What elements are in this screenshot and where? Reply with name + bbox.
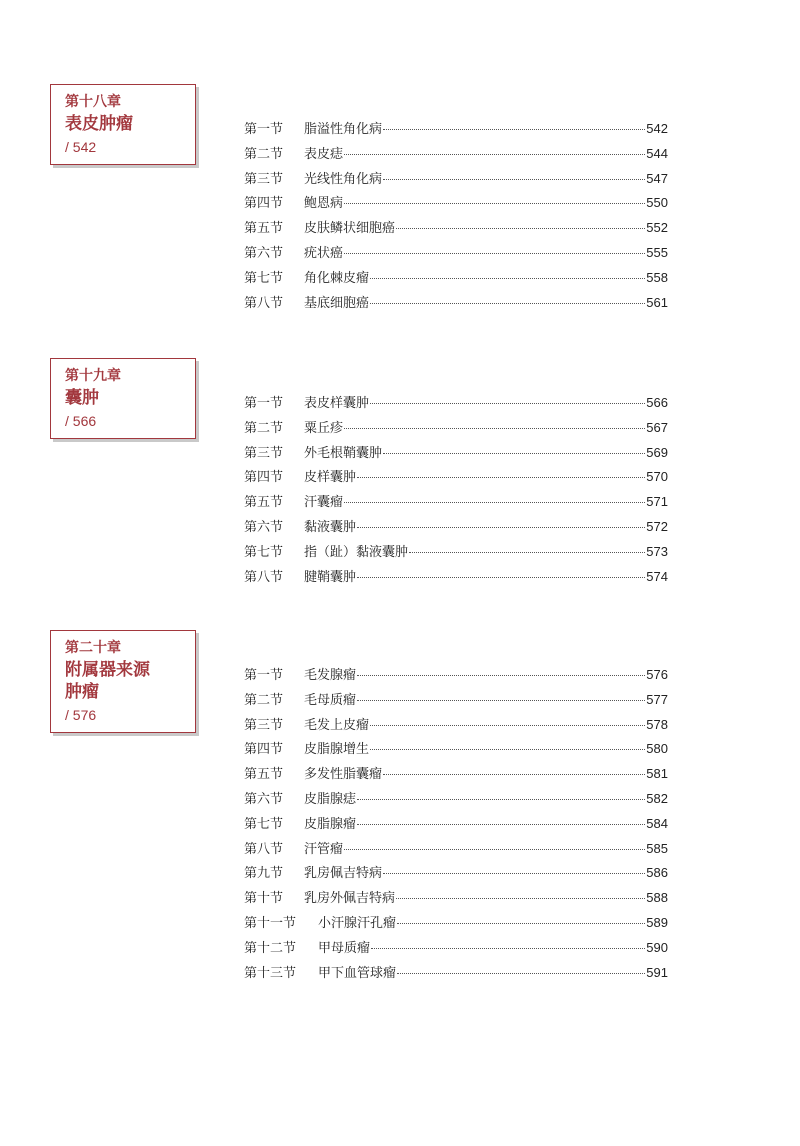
toc-entry[interactable]	[244, 738, 668, 763]
toc-entry[interactable]	[244, 168, 668, 193]
section-number: 第十节	[244, 891, 284, 907]
section-list	[244, 118, 668, 316]
page-number: 552	[646, 220, 668, 236]
chapter-label: 第二十章	[65, 640, 121, 656]
section-title: 乳房佩吉特病	[304, 866, 383, 882]
dot-leader	[344, 253, 645, 254]
section-number: 第六节	[244, 245, 284, 261]
dot-leader	[357, 824, 645, 825]
page-number: 566	[646, 395, 668, 410]
section-title: 表皮痣	[304, 146, 344, 162]
dot-leader	[383, 774, 645, 775]
section-number: 第八节	[244, 295, 284, 311]
section-number: 第十三节	[244, 965, 297, 981]
dot-leader	[370, 278, 645, 279]
page-number: 555	[646, 244, 668, 260]
page-number: 572	[646, 518, 668, 534]
section-title: 鲍恩病	[304, 196, 344, 212]
chapter-page-number: / 542	[65, 139, 97, 155]
section-number: 第七节	[244, 544, 284, 560]
page-number: 588	[646, 890, 668, 906]
chapter-label: 第十八章	[65, 94, 121, 110]
toc-entry[interactable]	[244, 887, 668, 912]
section-number: 第三节	[244, 717, 284, 733]
dot-leader	[370, 749, 645, 750]
page-number: 584	[646, 815, 668, 831]
toc-entry[interactable]	[244, 118, 668, 143]
section-number: 第八节	[244, 841, 284, 857]
page-number: 589	[646, 914, 668, 930]
section-number: 第十一节	[244, 915, 297, 931]
section-number: 第六节	[244, 791, 284, 807]
section-number: 第五节	[244, 221, 284, 237]
page-number: 571	[646, 494, 668, 510]
section-number: 第七节	[244, 816, 284, 832]
page-number: 569	[646, 444, 668, 460]
toc-entry[interactable]	[244, 242, 668, 267]
section-title: 皮样囊肿	[304, 470, 357, 486]
dot-leader	[357, 577, 645, 578]
dot-leader	[370, 725, 645, 726]
section-title: 皮脂腺瘤	[304, 816, 357, 832]
page-number: 574	[646, 568, 668, 584]
chapter-page-number: / 576	[65, 707, 97, 723]
dot-leader	[344, 428, 645, 429]
toc-entry[interactable]	[244, 143, 668, 168]
toc-entry[interactable]	[244, 516, 668, 541]
page-number: 578	[646, 716, 668, 732]
page-number: 576	[646, 667, 668, 682]
page-number: 550	[646, 195, 668, 211]
toc-entry[interactable]	[244, 292, 668, 317]
section-number: 第二节	[244, 146, 284, 162]
dot-leader	[396, 898, 645, 899]
dot-leader	[344, 849, 645, 850]
chapter-heading-box	[50, 84, 196, 165]
dot-leader	[397, 973, 645, 974]
section-number: 第二节	[244, 692, 284, 708]
section-number: 第一节	[244, 122, 284, 137]
toc-entry[interactable]	[244, 466, 668, 491]
chapter-title: 囊肿	[65, 388, 99, 408]
chapter-page-number: / 566	[65, 413, 97, 429]
chapter-title	[65, 659, 185, 703]
section-title: 皮肤鳞状细胞癌	[304, 221, 396, 237]
section-title: 黏液囊肿	[304, 519, 357, 535]
page-number: 558	[646, 269, 668, 285]
toc-entry[interactable]	[244, 491, 668, 516]
section-list	[244, 392, 668, 590]
toc-entry[interactable]	[244, 192, 668, 217]
dot-leader	[344, 502, 645, 503]
section-title: 表皮样囊肿	[304, 396, 370, 411]
toc-entry[interactable]	[244, 217, 668, 242]
page-number: 570	[646, 469, 668, 485]
section-number: 第七节	[244, 270, 284, 286]
toc-entry[interactable]	[244, 714, 668, 739]
page-number: 561	[646, 294, 668, 310]
chapter-heading-box	[50, 630, 196, 733]
section-title: 光线性角化病	[304, 171, 383, 187]
page-number: 591	[646, 964, 668, 980]
page-number: 542	[646, 121, 668, 136]
section-title: 脂溢性角化病	[304, 122, 383, 137]
page-number: 547	[646, 170, 668, 186]
section-title: 角化棘皮瘤	[304, 270, 370, 286]
page-number: 590	[646, 939, 668, 955]
page-number: 567	[646, 419, 668, 435]
section-title: 毛发上皮瘤	[304, 717, 370, 733]
toc-entry[interactable]	[244, 862, 668, 887]
section-number: 第四节	[244, 470, 284, 486]
dot-leader	[357, 477, 645, 478]
section-title: 基底细胞癌	[304, 295, 370, 311]
section-number: 第九节	[244, 866, 284, 882]
dot-leader	[383, 179, 645, 180]
dot-leader	[383, 129, 645, 130]
section-title: 毛发腺瘤	[304, 668, 357, 683]
section-number: 第四节	[244, 196, 284, 212]
section-number: 第五节	[244, 767, 284, 783]
chapter-label: 第十九章	[65, 368, 121, 384]
toc-entry[interactable]	[244, 763, 668, 788]
section-title: 皮脂腺痣	[304, 791, 357, 807]
page-number: 586	[646, 865, 668, 881]
section-number: 第三节	[244, 445, 284, 461]
page-number: 577	[646, 691, 668, 707]
section-title: 甲母质瘤	[318, 940, 371, 956]
section-title: 汗囊瘤	[304, 495, 344, 511]
dot-leader	[357, 527, 645, 528]
section-title: 指（趾）黏液囊肿	[304, 544, 409, 560]
section-title: 腱鞘囊肿	[304, 569, 357, 585]
toc-entry[interactable]	[244, 689, 668, 714]
dot-leader	[383, 453, 645, 454]
chapter-heading-box	[50, 358, 196, 439]
dot-leader	[371, 948, 645, 949]
page-number: 580	[646, 741, 668, 757]
toc-entry[interactable]	[244, 442, 668, 467]
dot-leader	[357, 675, 645, 676]
dot-leader	[370, 303, 645, 304]
toc-entry[interactable]	[244, 912, 668, 937]
dot-leader	[397, 923, 645, 924]
dot-leader	[409, 552, 645, 553]
section-title: 甲下血管球瘤	[318, 965, 397, 981]
toc-entry[interactable]	[244, 541, 668, 566]
section-title: 粟丘疹	[304, 420, 344, 436]
toc-entry[interactable]	[244, 937, 668, 962]
toc-entry[interactable]	[244, 392, 668, 417]
section-number: 第十二节	[244, 940, 297, 956]
toc-entry[interactable]	[244, 838, 668, 863]
dot-leader	[383, 873, 645, 874]
toc-entry[interactable]	[244, 417, 668, 442]
section-list	[244, 664, 668, 986]
toc-entry[interactable]	[244, 813, 668, 838]
section-title: 外毛根鞘囊肿	[304, 445, 383, 461]
dot-leader	[357, 799, 645, 800]
toc-entry[interactable]	[244, 962, 668, 987]
section-title: 乳房外佩吉特病	[304, 891, 396, 907]
dot-leader	[344, 154, 645, 155]
section-number: 第五节	[244, 495, 284, 511]
section-title: 小汗腺汗孔瘤	[318, 915, 397, 931]
section-number: 第一节	[244, 396, 284, 411]
toc-entry[interactable]	[244, 664, 668, 689]
section-title: 疣状癌	[304, 245, 344, 261]
chapter-title-line: 肿瘤	[65, 682, 99, 702]
section-title: 毛母质瘤	[304, 692, 357, 708]
dot-leader	[357, 700, 645, 701]
page-number: 585	[646, 840, 668, 856]
chapter-title-line: 附属器来源	[65, 660, 150, 680]
section-title: 多发性脂囊瘤	[304, 767, 383, 783]
section-number: 第三节	[244, 171, 284, 187]
toc-entry[interactable]	[244, 788, 668, 813]
toc-entry[interactable]	[244, 566, 668, 591]
section-number: 第四节	[244, 742, 284, 758]
section-title: 汗管瘤	[304, 841, 344, 857]
page-number: 544	[646, 145, 668, 161]
page-number: 573	[646, 543, 668, 559]
page-number: 581	[646, 766, 668, 782]
section-title: 皮脂腺增生	[304, 742, 370, 758]
section-number: 第二节	[244, 420, 284, 436]
dot-leader	[370, 403, 645, 404]
dot-leader	[344, 203, 645, 204]
section-number: 第六节	[244, 519, 284, 535]
section-number: 第八节	[244, 569, 284, 585]
toc-entry[interactable]	[244, 267, 668, 292]
section-number: 第一节	[244, 668, 284, 683]
chapter-title: 表皮肿瘤	[65, 114, 133, 134]
dot-leader	[396, 228, 645, 229]
page-number: 582	[646, 790, 668, 806]
